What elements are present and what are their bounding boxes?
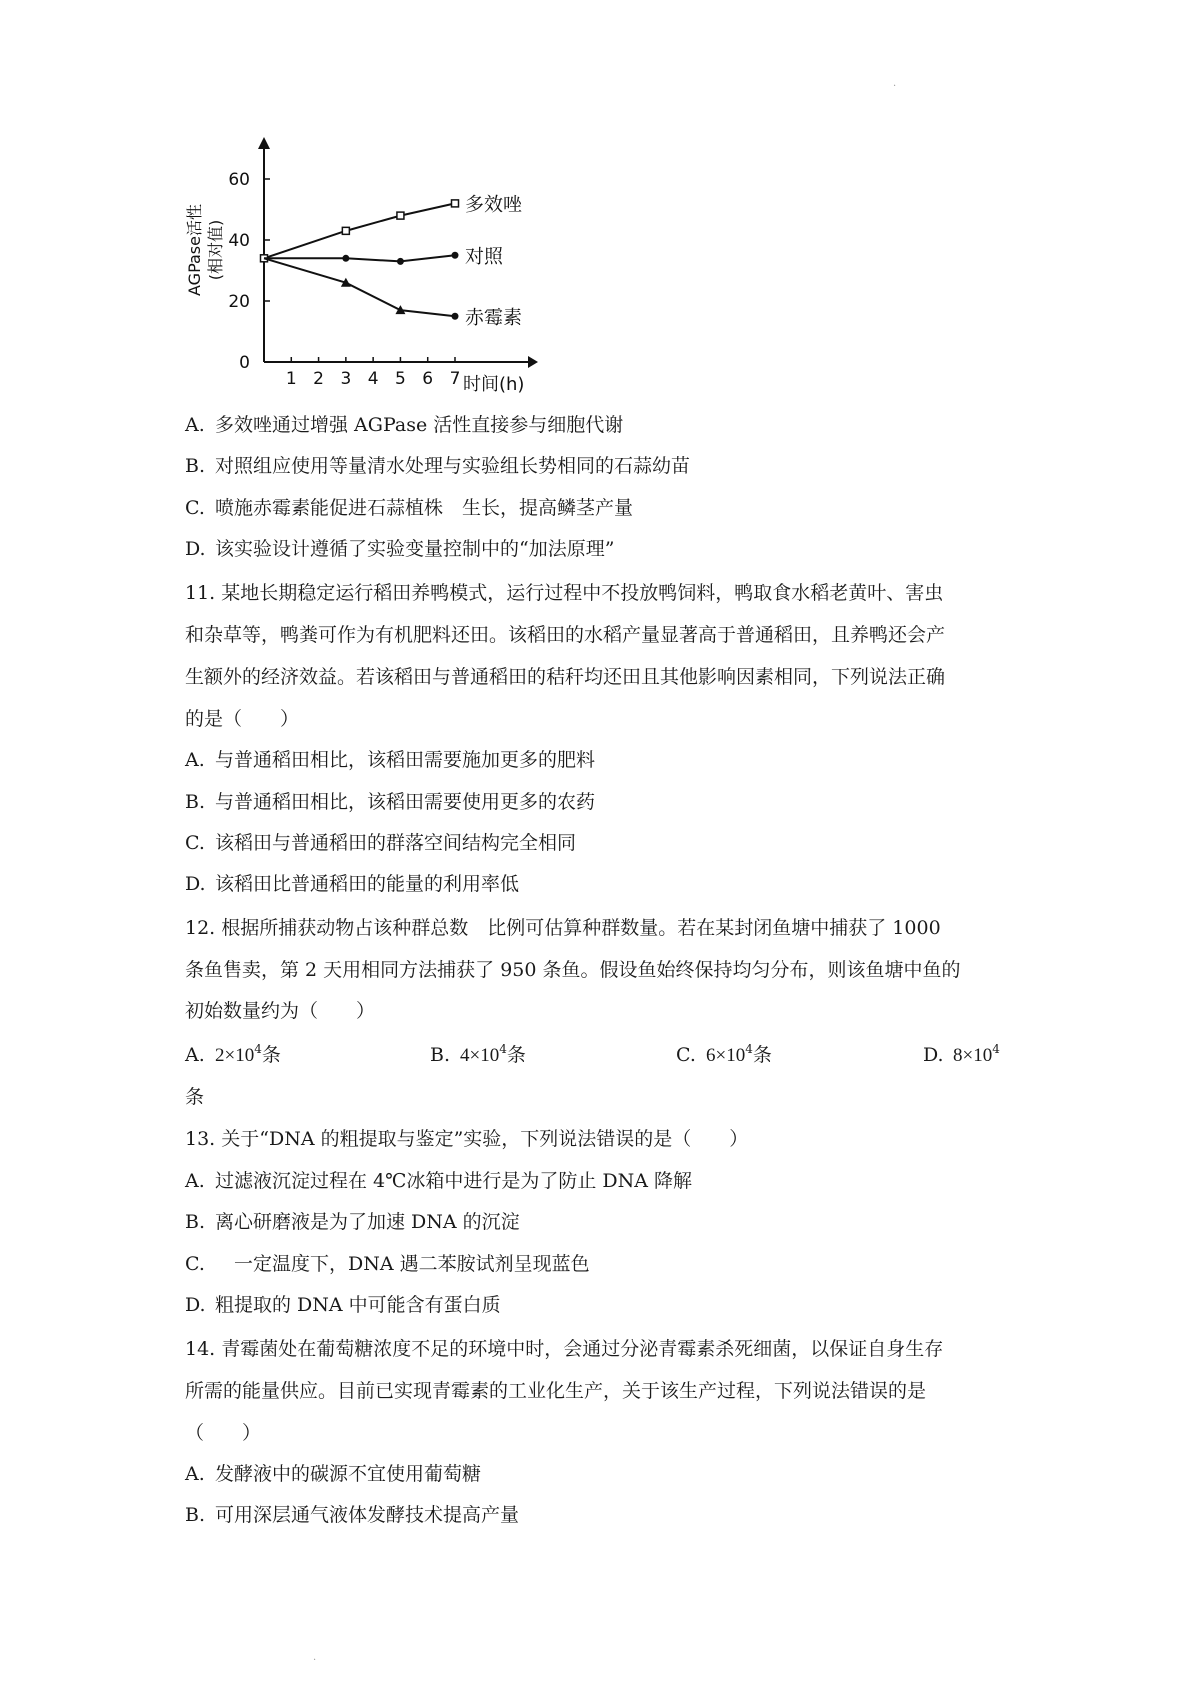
option-letter: D. xyxy=(185,538,206,560)
y-tick-label: 0 xyxy=(239,353,250,373)
q14-stem-line-3: （ ） xyxy=(185,1422,262,1444)
option-text: 过滤液沉淀过程在 4℃冰箱中进行是为了防止 DNA 降解 xyxy=(215,1170,693,1192)
q14-option-b xyxy=(185,1502,519,1528)
option-exponent: 4 xyxy=(745,1042,753,1056)
x-tick-label: 3 xyxy=(340,369,352,389)
y-tick-label: 40 xyxy=(228,231,250,251)
option-value: 6×10 xyxy=(706,1045,746,1066)
option-value: 2×10 xyxy=(215,1045,255,1066)
option-exponent: 4 xyxy=(992,1042,1000,1056)
option-unit: 条 xyxy=(506,1044,526,1066)
option-letter: B. xyxy=(185,1504,206,1526)
option-text: 该稻田与普通稻田的群落空间结构完全相同 xyxy=(215,832,577,854)
q14-option-a xyxy=(185,1461,481,1487)
option-letter: B. xyxy=(430,1044,451,1066)
q13-option-c xyxy=(185,1251,590,1277)
q12-stem-line-3: 初始数量约为（ ） xyxy=(185,1000,376,1022)
x-tick-label: 1 xyxy=(285,369,297,389)
option-letter: A. xyxy=(185,749,205,771)
x-tick-label: 5 xyxy=(395,369,406,389)
option-letter: A. xyxy=(185,1170,205,1192)
q12-option-b xyxy=(430,1042,526,1069)
option-letter: A. xyxy=(185,1463,205,1485)
data-point-circle xyxy=(452,313,459,320)
option-text: 可用深层通气液体发酵技术提高产量 xyxy=(215,1504,520,1526)
data-point-square xyxy=(342,227,349,234)
option-text: 与普通稻田相比，该稻田需要使用更多的农药 xyxy=(215,791,596,813)
q12-stem-line-1: 12. 根据所捕获动物占该种群总数 比例可估算种群数量。若在某封闭鱼塘中捕获了 1000 xyxy=(185,917,941,939)
option-letter: B. xyxy=(185,791,206,813)
y-axis-label-line: AGPase活性 xyxy=(185,204,204,296)
series-line-1 xyxy=(264,203,455,258)
q11-option-a xyxy=(185,747,595,773)
y-axis-arrow xyxy=(258,137,270,149)
option-text: 离心研磨液是为了加速 DNA 的沉淀 xyxy=(215,1211,520,1233)
option-letter: C. xyxy=(185,497,205,519)
q11-option-d xyxy=(185,871,519,897)
option-text: 一定温度下，DNA 遇二苯胺试剂呈现蓝色 xyxy=(215,1253,590,1275)
q13-option-d xyxy=(185,1292,501,1318)
q11-stem-line-4: 的是（ ） xyxy=(185,708,300,730)
x-tick-label: 6 xyxy=(422,369,434,389)
q13-option-b xyxy=(185,1209,520,1235)
q12-option-c xyxy=(676,1042,772,1069)
option-text: 粗提取的 DNA 中可能含有蛋白质 xyxy=(215,1294,501,1316)
option-unit: 条 xyxy=(261,1044,281,1066)
data-point-square xyxy=(452,200,459,207)
option-letter: D. xyxy=(185,873,206,895)
option-letter: D. xyxy=(923,1044,944,1066)
option-text: 多效唑通过增强 AGPase 活性直接参与细胞代谢 xyxy=(215,414,624,436)
option-unit: 条 xyxy=(752,1044,772,1066)
scan-dot-bottom: . xyxy=(313,1652,317,1663)
option-value: 4×10 xyxy=(460,1045,500,1066)
series-label: 多效唑 xyxy=(465,193,523,216)
option-text: 喷施赤霉素能促进石蒜植株 生长，提高鳞茎产量 xyxy=(215,497,634,519)
q13-option-a xyxy=(185,1168,692,1194)
option-letter: B. xyxy=(185,1211,206,1233)
q11-stem-line-1: 11. 某地长期稳定运行稻田养鸭模式，运行过程中不投放鸭饲料，鸭取食水稻老黄叶、害虫 xyxy=(185,582,944,604)
option-text: 该实验设计遵循了实验变量控制中的“加法原理” xyxy=(215,538,615,560)
option-text: 与普通稻田相比，该稻田需要施加更多的肥料 xyxy=(215,749,596,771)
agpase-line-chart xyxy=(178,135,598,397)
q12-option-a xyxy=(185,1042,281,1069)
option-text: 该稻田比普通稻田的能量的利用率低 xyxy=(215,873,520,895)
q12-stem-line-2: 条鱼售卖，第 2 天用相同方法捕获了 950 条鱼。假设鱼始终保持均匀分布，则该鱼塘中鱼的 xyxy=(185,959,961,981)
option-exponent: 4 xyxy=(499,1042,507,1056)
option-letter: D. xyxy=(185,1294,206,1316)
data-point-circle xyxy=(342,255,349,262)
option-text: 对照组应使用等量清水处理与实验组长势相同的石蒜幼苗 xyxy=(215,455,691,477)
x-tick-label: 7 xyxy=(449,369,461,389)
q12-option-d xyxy=(923,1042,1000,1069)
y-tick-label: 20 xyxy=(228,292,250,312)
q11-option-c xyxy=(185,830,576,856)
option-exponent: 4 xyxy=(254,1042,262,1056)
data-point-square xyxy=(397,212,404,219)
option-letter: B. xyxy=(185,455,206,477)
option-letter: C. xyxy=(185,832,205,854)
series-line-2 xyxy=(264,255,455,261)
x-tick-label: 4 xyxy=(367,369,379,389)
y-tick-label: 60 xyxy=(228,170,250,190)
data-point-circle xyxy=(397,258,404,265)
scan-dot-top: . xyxy=(893,78,897,89)
q10-option-b xyxy=(185,453,690,479)
option-letter: A. xyxy=(185,1044,205,1066)
q12-option-d-unit-wrap: 条 xyxy=(185,1086,205,1108)
q14-stem-line-2: 所需的能量供应。目前已实现青霉素的工业化生产，关于该生产过程，下列说法错误的是 xyxy=(185,1380,927,1402)
data-point-circle xyxy=(452,252,459,259)
q10-option-d xyxy=(185,536,614,562)
q10-option-a xyxy=(185,412,623,438)
x-axis-label: 时间(h) xyxy=(463,374,525,395)
q13-stem: 13. 关于“DNA 的粗提取与鉴定”实验，下列说法错误的是（ ） xyxy=(185,1128,749,1150)
series-label: 对照 xyxy=(465,245,504,268)
q14-stem-line-1: 14. 青霉菌处在葡萄糖浓度不足的环境中时，会通过分泌青霉素杀死细菌，以保证自身生存 xyxy=(185,1338,944,1360)
q11-option-b xyxy=(185,789,595,815)
option-letter: A. xyxy=(185,414,205,436)
option-value: 8×10 xyxy=(953,1045,993,1066)
q10-option-c xyxy=(185,495,633,521)
option-letter: C. xyxy=(185,1253,205,1275)
series-label: 赤霉素 xyxy=(465,306,523,329)
q11-stem-line-3: 生额外的经济效益。若该稻田与普通稻田的秸秆均还田且其他影响因素相同，下列说法正确 xyxy=(185,666,946,688)
option-letter: C. xyxy=(676,1044,696,1066)
series-line-3 xyxy=(264,258,455,316)
y-axis-label-line: (相对值) xyxy=(206,219,225,281)
option-text: 发酵液中的碳源不宜使用葡萄糖 xyxy=(215,1463,482,1485)
q11-stem-line-2: 和杂草等，鸭粪可作为有机肥料还田。该稻田的水稻产量显著高于普通稻田，且养鸭还会产 xyxy=(185,624,946,646)
x-axis-arrow xyxy=(528,356,538,368)
x-tick-label: 2 xyxy=(313,369,324,389)
